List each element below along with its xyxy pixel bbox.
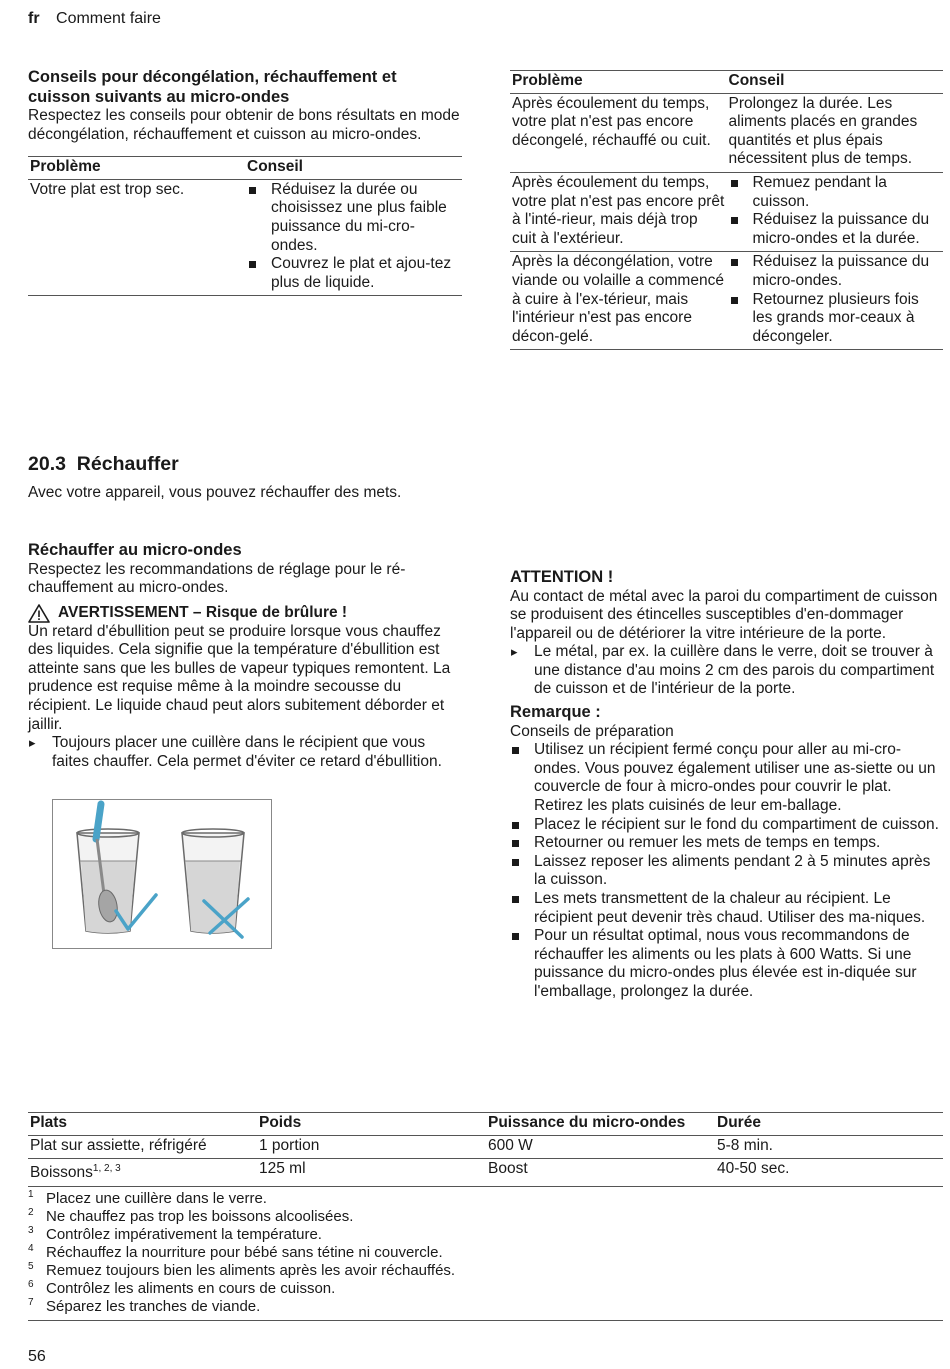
attention-step: ▸ Le métal, par ex. la cuillère dans le verre, doit se trouver à une distance d'au moins 2 cm des parois du compartiment de cuisson et de l'intérieur de la porte. bbox=[510, 643, 943, 699]
dish-name: Plat sur assiette, réfrigéré bbox=[30, 1136, 207, 1154]
footnote-text: Contrôlez impérativement la température. bbox=[46, 1225, 322, 1243]
settings-table-wrap bbox=[28, 1112, 943, 1321]
list-item: Les mets transmettent de la chaleur au récipient. Le récipient peut devenir très chaud. Utiliser des ma-niques. bbox=[510, 890, 943, 927]
table-row bbox=[28, 179, 462, 296]
footnote-text: Réchauffez la nourriture pour bébé sans tétine ni couvercle. bbox=[46, 1243, 443, 1261]
settings-table bbox=[28, 1112, 943, 1187]
list-item: Réduisez la durée ou choisissez une plus faible puissance du mi-cro-ondes. bbox=[247, 181, 460, 255]
section-number: 20.3 bbox=[28, 453, 66, 475]
footnotes bbox=[28, 1190, 943, 1316]
attention-column bbox=[510, 568, 943, 1001]
footnote bbox=[28, 1262, 943, 1280]
footnote-number: 2 bbox=[28, 1206, 34, 1218]
spoon-in-glass-illustration bbox=[52, 799, 272, 949]
footnote-number: 7 bbox=[28, 1296, 34, 1308]
problem-cell: Après écoulement du temps, votre plat n'est pas encore décongelé, réchauffé ou cuit. bbox=[510, 93, 727, 172]
footnote-number: 1 bbox=[28, 1188, 34, 1200]
footnote-text: Séparez les tranches de viande. bbox=[46, 1297, 261, 1315]
duration-cell: 40-50 sec. bbox=[715, 1159, 943, 1187]
footnote-number: 3 bbox=[28, 1224, 34, 1236]
col-advice: Conseil bbox=[727, 71, 944, 94]
footnote bbox=[28, 1208, 943, 1226]
col-advice: Conseil bbox=[245, 157, 462, 180]
footnotes-divider bbox=[28, 1320, 943, 1321]
table-row bbox=[28, 1135, 943, 1159]
power-cell: 600 W bbox=[486, 1135, 715, 1159]
warning-title: AVERTISSEMENT – Risque de brûlure ! bbox=[58, 603, 348, 621]
list-item: Placez le récipient sur le fond du compartiment de cuisson. bbox=[510, 816, 943, 835]
section-header: Comment faire bbox=[56, 10, 161, 27]
list-item: Retourner ou remuer les mets de temps en temps. bbox=[510, 834, 943, 853]
advice-cell bbox=[727, 172, 944, 251]
footnote-text: Placez une cuillère dans le verre. bbox=[46, 1189, 267, 1207]
tips-table-right bbox=[510, 70, 943, 350]
problem-cell: Votre plat est trop sec. bbox=[28, 179, 245, 296]
footnote-number: 6 bbox=[28, 1278, 34, 1290]
tips-table-left bbox=[28, 156, 462, 296]
problem-cell: Après écoulement du temps, votre plat n'est pas encore prêt à l'inté-rieur, mais déjà trop cuit à l'extérieur. bbox=[510, 172, 727, 251]
list-item: Utilisez un récipient fermé conçu pour aller au mi-cro-ondes. Vous pouvez également utiliser une as-siette ou un couvercle de four à micro-ondes pour couvrir le plat. Retirez les plats cuisinés de leur em-ballage. bbox=[510, 741, 943, 815]
attention-text: Au contact de métal avec la paroi du compartiment de cuisson se produisent des étincelles susceptibles d'en-dommager l'appareil ou de détériorer la vitre intérieure de la porte. bbox=[510, 587, 938, 642]
reheat-column bbox=[28, 541, 462, 771]
warning-icon bbox=[28, 604, 50, 623]
advice-cell: Prolongez la durée. Les aliments placés en grandes quantités et plus épais nécessitent plus de temps. bbox=[727, 93, 944, 172]
col-weight: Poids bbox=[257, 1113, 486, 1136]
warning-heading bbox=[28, 604, 462, 623]
dish-cell bbox=[28, 1159, 257, 1187]
remark-title: Remarque : bbox=[510, 703, 601, 722]
footnote bbox=[28, 1190, 943, 1208]
col-problem: Problème bbox=[510, 71, 727, 94]
tips-title: Conseils pour décongélation, réchauffement et cuisson suivants au micro-ondes bbox=[28, 68, 397, 106]
list-item: Réduisez la puissance du micro-ondes et la durée. bbox=[729, 211, 942, 248]
table-row bbox=[510, 93, 943, 172]
list-item: Pour un résultat optimal, nous vous recommandons de réchauffer les aliments ou les plats à 600 Watts. Si une puissance du micro-ondes plus élevée est in-diquée sur l'emballage, prolongez la durée. bbox=[510, 927, 943, 1001]
footnote bbox=[28, 1226, 943, 1244]
tips-right-column bbox=[510, 70, 943, 350]
tips-intro: Respectez les conseils pour obtenir de bons résultats en mode décongélation, réchauffement et cuisson au micro-ondes. bbox=[28, 107, 460, 143]
list-item: Laissez reposer les aliments pendant 2 à 5 minutes après la cuisson. bbox=[510, 853, 943, 890]
table-row bbox=[510, 252, 943, 350]
page-number: 56 bbox=[28, 1348, 46, 1365]
page-header bbox=[28, 10, 161, 29]
dish-name: Boissons bbox=[30, 1164, 93, 1182]
section-intro: Avec votre appareil, vous pouvez réchauffer des mets. bbox=[28, 484, 402, 501]
weight-cell: 1 portion bbox=[257, 1135, 486, 1159]
footnote-number: 5 bbox=[28, 1260, 34, 1272]
attention-title: ATTENTION ! bbox=[510, 568, 614, 586]
advice-cell bbox=[245, 179, 462, 296]
reheat-intro: Respectez les recommandations de réglage pour le ré-chauffement au micro-ondes. bbox=[28, 560, 406, 597]
col-power: Puissance du micro-ondes bbox=[486, 1113, 715, 1136]
weight-cell: 125 ml bbox=[257, 1159, 486, 1187]
problem-cell: Après la décongélation, votre viande ou volaille a commencé à cuire à l'ex-térieur, mais l'intérieur n'est pas encore décon-gelé. bbox=[510, 252, 727, 350]
footnote-text: Ne chauffez pas trop les boissons alcoolisées. bbox=[46, 1207, 354, 1225]
list-item: Remuez pendant la cuisson. bbox=[729, 174, 942, 211]
remark-list bbox=[510, 741, 943, 1001]
section-title: Réchauffer bbox=[76, 453, 179, 475]
power-cell: Boost bbox=[486, 1159, 715, 1187]
tips-left-column bbox=[28, 68, 462, 296]
duration-cell: 5-8 min. bbox=[715, 1135, 943, 1159]
col-problem: Problème bbox=[28, 157, 245, 180]
footnote bbox=[28, 1244, 943, 1262]
footnote bbox=[28, 1298, 943, 1316]
footnote-text: Contrôlez les aliments en cours de cuisson. bbox=[46, 1279, 336, 1297]
list-item: Retournez plusieurs fois les grands mor-ceaux à décongeler. bbox=[729, 291, 942, 347]
table-row bbox=[28, 1159, 943, 1187]
advice-cell bbox=[727, 252, 944, 350]
footnote-number: 4 bbox=[28, 1242, 34, 1254]
warning-step: ▸ Toujours placer une cuillère dans le récipient que vous faites chauffer. Cela permet d'éviter ce retard d'ébullition. bbox=[28, 734, 462, 771]
footnote-text: Remuez toujours bien les aliments après les avoir réchauffés. bbox=[46, 1261, 456, 1279]
dish-cell bbox=[28, 1135, 257, 1159]
remark-subtitle: Conseils de préparation bbox=[510, 722, 674, 740]
col-dishes: Plats bbox=[28, 1113, 257, 1136]
language-tag: fr bbox=[28, 10, 40, 27]
footnote bbox=[28, 1280, 943, 1298]
table-row bbox=[510, 172, 943, 251]
reheat-title: Réchauffer au micro-ondes bbox=[28, 541, 242, 559]
footnote-ref: 1, 2, 3 bbox=[92, 1163, 121, 1175]
col-duration: Durée bbox=[715, 1113, 943, 1136]
warning-text: Un retard d'ébullition peut se produire lorsque vous chauffez des liquides. Cela signifie que la température d'ébullition est atteinte sans que les bulles de vapeur typiques remontent. La prudence est requise même à la moindre secousse du récipient. Le liquide chaud peut alors subitement déborder et jaillir. bbox=[28, 622, 451, 733]
list-item: Couvrez le plat et ajou-tez plus de liquide. bbox=[247, 255, 460, 292]
section-heading bbox=[28, 452, 928, 503]
list-item: Réduisez la puissance du micro-ondes. bbox=[729, 253, 942, 290]
